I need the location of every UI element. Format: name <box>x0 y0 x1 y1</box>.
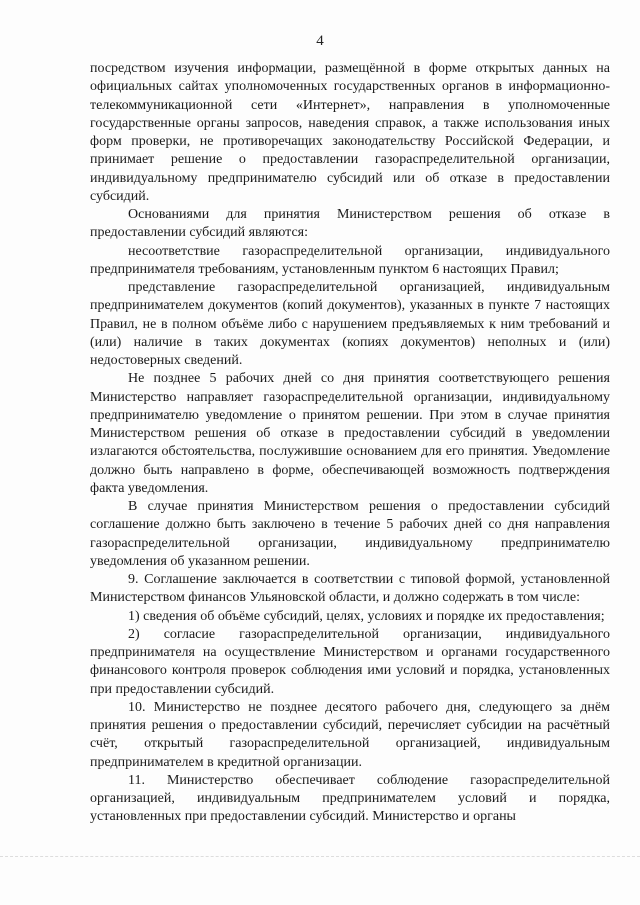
paragraph-4: представление газораспределительной организацией, индивидуальным предпринимателем документов (копий документов), указанных в пункте 7 настоящих Правил, не в полном объёме либо с нарушением предъявляемых к ним требований и (или) наличие в таких документах (копиях документов) неполных и (или) недостоверных сведений. <box>90 280 610 368</box>
scan-artifact-line <box>0 856 640 858</box>
paragraph-9: 2) согласие газораспределительной организации, индивидуального предпринимателя на осуществление Министерством и органами государственного финансового контроля проверок соблюдения ими условий и порядка, установленных при предоставлении субсидий. <box>90 626 610 697</box>
paragraph-6: В случае принятия Министерством решения о предоставлении субсидий соглашение должно быть заключено в течение 5 рабочих дней со дня направления газораспределительной организации, индивидуальному предпринимателю уведомления об указанном решении. <box>90 499 610 569</box>
page-number: 4 <box>316 33 324 49</box>
paragraph-2: Основаниями для принятия Министерством решения об отказе в предоставлении субсидий являются: <box>90 207 610 241</box>
paragraph-8: 1) сведения об объёме субсидий, целях, условиях и порядке их предоставления; <box>128 608 605 624</box>
document-body <box>90 60 610 827</box>
paragraph-7: 9. Соглашение заключается в соответствии с типовой формой, установленной Министерством финансов Ульяновской области, и должно содержать в том числе: <box>90 572 610 606</box>
paragraph-10: 10. Министерство не позднее десятого рабочего дня, следующего за днём принятия решения о предоставлении субсидий, перечисляет субсидии на расчётный счёт, открытый газораспределительной организацией, индивидуальным предпринимателем в кредитной организации. <box>90 699 610 770</box>
paragraph-3: несоответствие газораспределительной организации, индивидуального предпринимателя требованиям, установленным пунктом 6 настоящих Правил; <box>90 243 610 277</box>
paragraph-1: посредством изучения информации, размещённой в форме открытых данных на официальных сайтах уполномоченных государственных органов в информационно-телекоммуникационной сети «Интернет», направления в уполномоченные государственные органы запросов, наведения справок, а также использования иных форм проверки, не противоречащих законодательству Российской Федерации, и принимает решение о предоставлении газораспределительной организации, индивидуальному предпринимателю субсидий или об отказе в предоставлении субсидий. <box>90 61 610 204</box>
paragraph-11: 11. Министерство обеспечивает соблюдение газораспределительной организацией, индивидуальным предпринимателем условий и порядка, установленных при предоставлении субсидий. Министерство и органы <box>90 772 610 825</box>
paragraph-5: Не позднее 5 рабочих дней со дня принятия соответствующего решения Министерство направляет газораспределительной организации, индивидуальному предпринимателю уведомление о принятом решении. При этом в случае принятия Министерством решения об отказе в предоставлении субсидий в уведомлении излагаются обстоятельства, послужившие основанием для его принятия. Уведомление должно быть направлено в форме, обеспечивающей возможность подтверждения факта уведомления. <box>90 371 610 496</box>
